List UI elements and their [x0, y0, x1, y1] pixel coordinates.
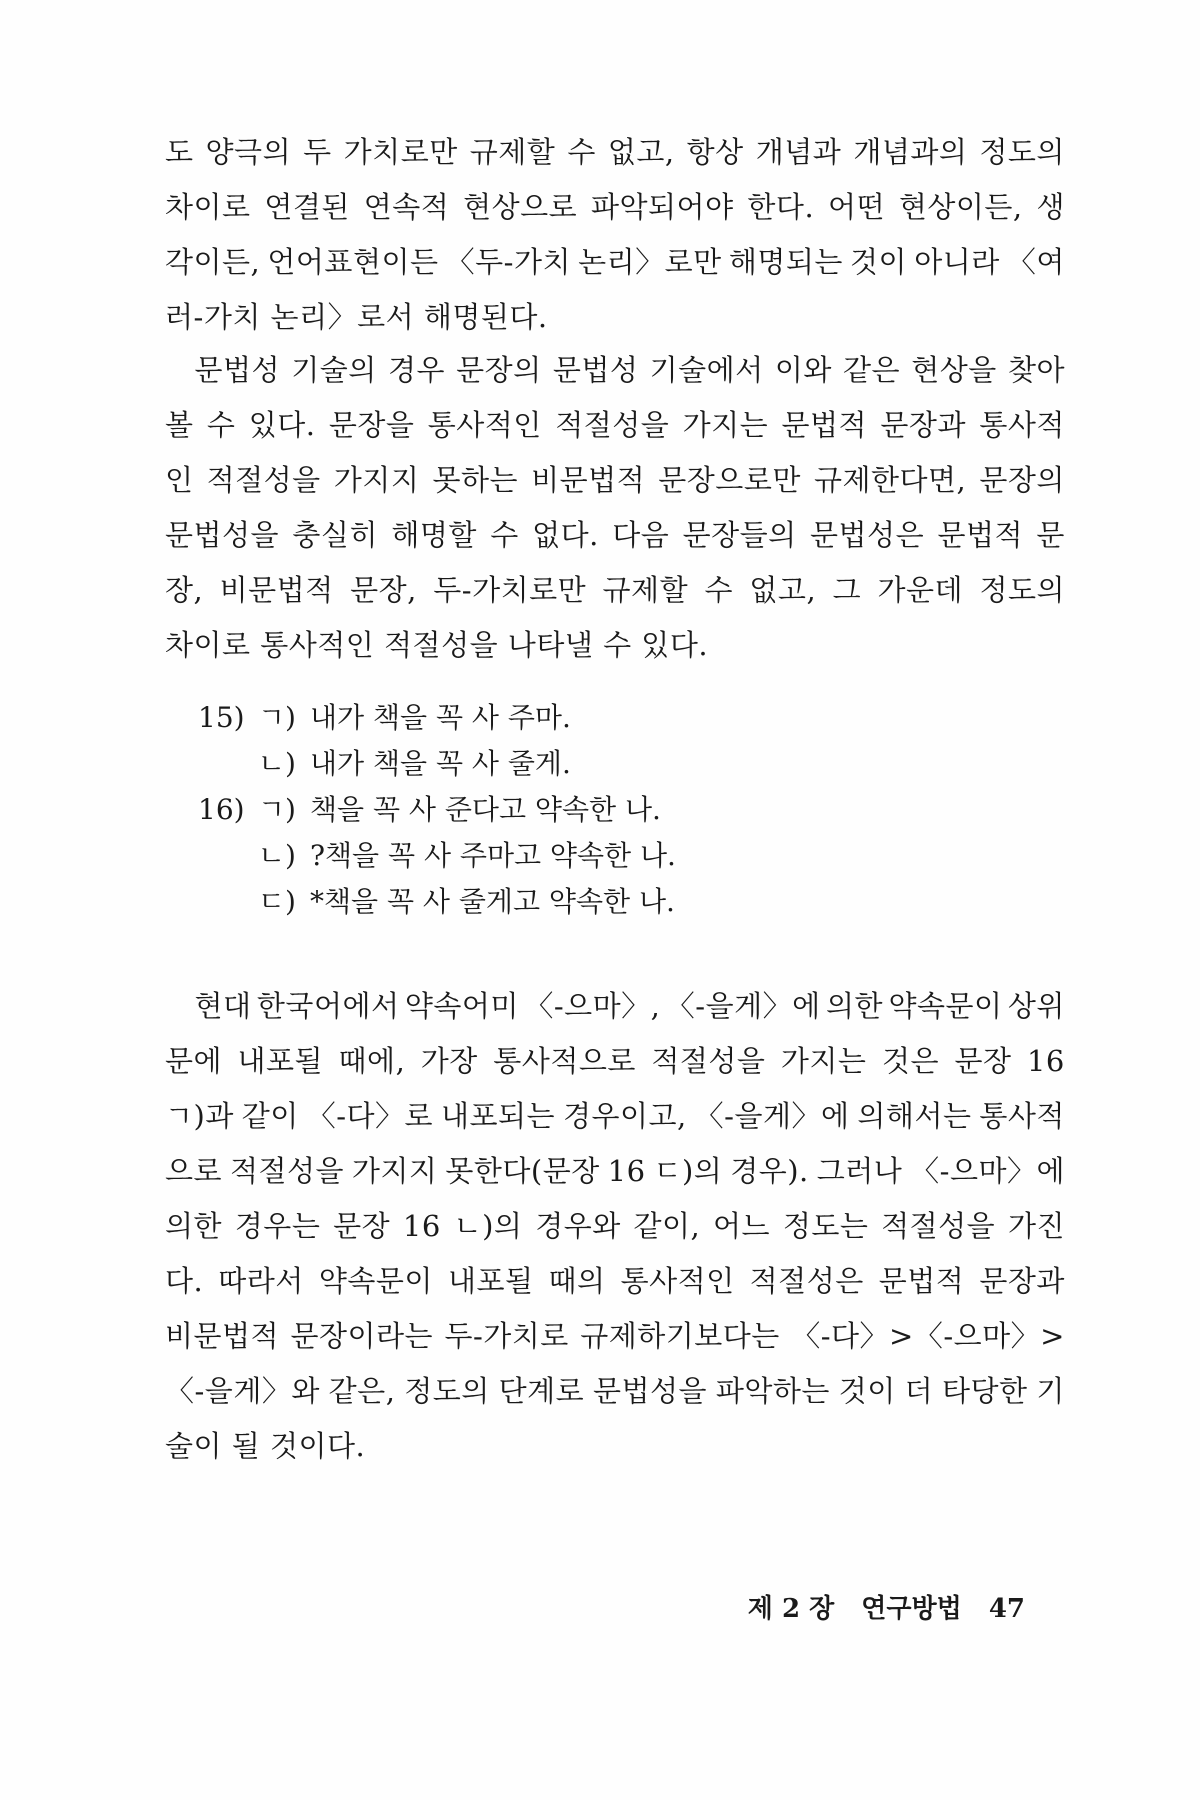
section-title: 연구방법 — [861, 1594, 962, 1624]
example-sublabel: ㄴ) — [258, 747, 296, 780]
example-item — [198, 787, 998, 833]
text-line: 도 양극의 두 가치로만 규제할 수 없고, 항상 개념과 개념과의 정도의 — [165, 135, 1065, 169]
text-line: 〈-을게〉와 같은, 정도의 단계로 문법성을 파악하는 것이 더 타당한 기 — [165, 1374, 1065, 1408]
paragraph-2 — [165, 343, 1065, 673]
text-line: 문에 내포될 때에, 가장 통사적으로 적절성을 가지는 것은 문장 16 — [165, 1044, 1065, 1078]
example-sublabel: ㄱ) — [258, 701, 296, 734]
text-line: 문법성 기술의 경우 문장의 문법성 기술에서 이와 같은 현상을 찾아 — [165, 353, 1065, 387]
example-sublabel: ㄷ) — [258, 885, 296, 918]
text-line: ㄱ)과 같이 〈-다〉로 내포되는 경우이고, 〈-을게〉에 의해서는 통사적 — [165, 1099, 1065, 1133]
text-line: 술이 될 것이다. — [165, 1429, 366, 1463]
example-item — [198, 741, 998, 787]
example-sublabel: ㄱ) — [258, 793, 296, 826]
text-line: 장, 비문법적 문장, 두-가치로만 규제할 수 없고, 그 가운데 정도의 — [165, 573, 1065, 607]
text-line: 비문법적 문장이라는 두-가치로 규제하기보다는 〈-다〉>〈-으마〉> — [165, 1319, 1065, 1353]
page-number: 47 — [988, 1594, 1025, 1624]
text-line: 차이로 통사적인 적절성을 나타낼 수 있다. — [165, 628, 709, 662]
example-sentence: 내가 책을 꼭 사 주마. — [309, 701, 571, 734]
text-line: 차이로 연결된 연속적 현상으로 파악되어야 한다. 어떤 현상이든, 생 — [165, 190, 1065, 224]
example-item — [198, 695, 998, 741]
example-number: 15) — [198, 701, 245, 734]
text-line: 의한 경우는 문장 16 ㄴ)의 경우와 같이, 어느 정도는 적절성을 가진 — [165, 1209, 1065, 1243]
text-line: 으로 적절성을 가지지 못한다(문장 16 ㄷ)의 경우). 그러나 〈-으마〉에 — [165, 1154, 1065, 1188]
example-item — [198, 833, 998, 879]
example-sentence: 내가 책을 꼭 사 줄게. — [309, 747, 571, 780]
chapter-label: 제 2 장 — [747, 1594, 835, 1624]
paragraph-3 — [165, 979, 1065, 1474]
text-line: 현대 한국어에서 약속어미 〈-으마〉, 〈-을게〉에 의한 약속문이 상위 — [165, 989, 1065, 1023]
text-line: 다. 따라서 약속문이 내포될 때의 통사적인 적절성은 문법적 문장과 — [165, 1264, 1065, 1298]
paragraph-1 — [165, 125, 1065, 345]
running-footer — [748, 1588, 1025, 1625]
example-number: 16) — [198, 793, 245, 826]
example-item — [198, 879, 998, 925]
text-line: 볼 수 있다. 문장을 통사적인 적절성을 가지는 문법적 문장과 통사적 — [165, 408, 1065, 442]
example-sentence: 책을 꼭 사 준다고 약속한 나. — [309, 793, 661, 826]
text-line: 각이든, 언어표현이든 〈두-가치 논리〉로만 해명되는 것이 아니라 〈여 — [165, 245, 1065, 279]
example-sentence: *책을 꼭 사 줄게고 약속한 나. — [309, 885, 675, 918]
text-line: 러-가치 논리〉로서 해명된다. — [165, 300, 548, 334]
text-line: 문법성을 충실히 해명할 수 없다. 다음 문장들의 문법성은 문법적 문 — [165, 518, 1065, 552]
example-sentences — [198, 695, 998, 925]
example-sublabel: ㄴ) — [258, 839, 296, 872]
example-sentence: ?책을 꼭 사 주마고 약속한 나. — [309, 839, 676, 872]
text-line: 인 적절성을 가지지 못하는 비문법적 문장으로만 규제한다면, 문장의 — [165, 463, 1065, 497]
